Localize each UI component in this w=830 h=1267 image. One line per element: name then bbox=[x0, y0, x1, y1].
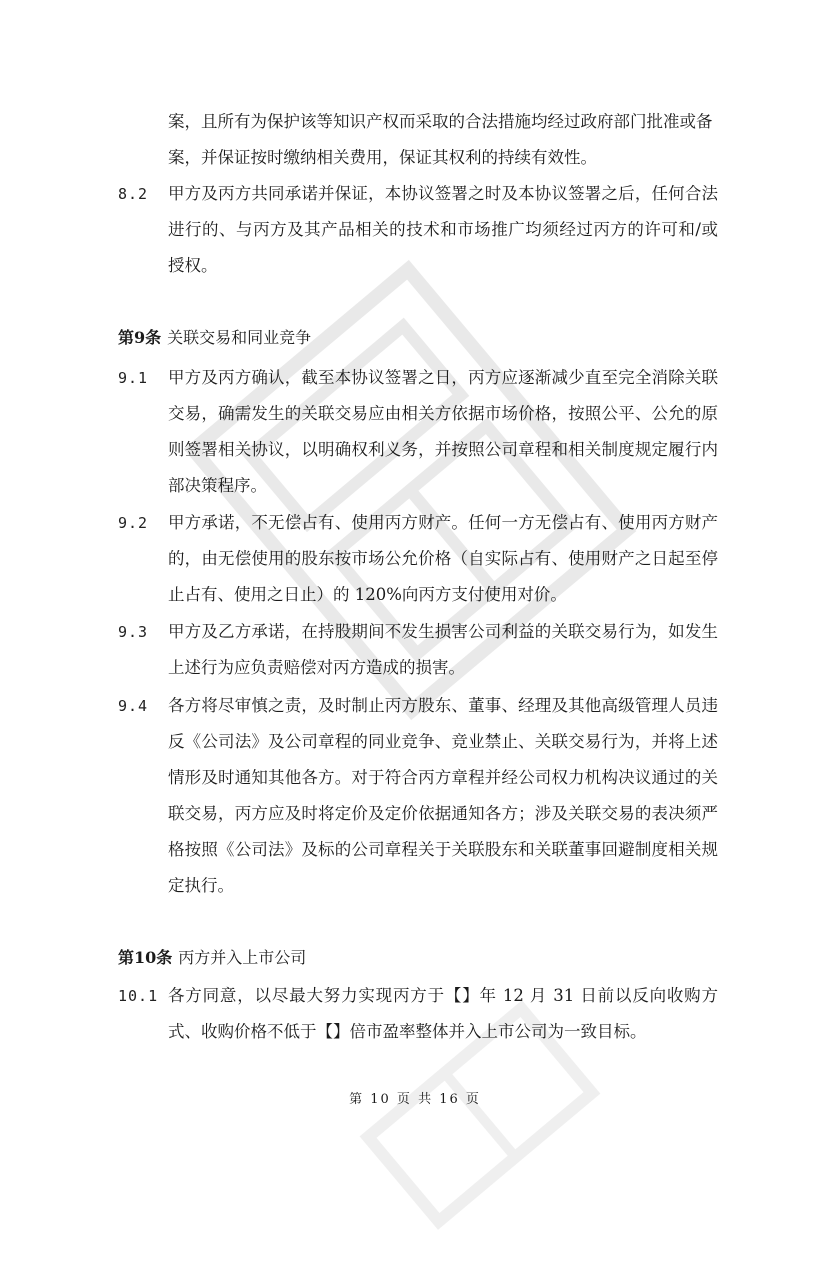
clause-number: 9.2 bbox=[118, 514, 149, 532]
page-footer: 第 10 页 共 16 页 bbox=[349, 1092, 481, 1107]
intro-line-2: 案，并保证按时缴纳相关费用，保证其权利的持续有效性。 bbox=[168, 148, 597, 167]
clause-9-3 bbox=[118, 614, 718, 686]
clause-9-1 bbox=[118, 360, 718, 504]
section-title: 丙方并入上市公司 bbox=[178, 948, 307, 967]
clause-9-2 bbox=[118, 505, 718, 613]
section-number: 第10条 bbox=[118, 948, 173, 967]
clause-8-2 bbox=[118, 176, 718, 284]
clause-9-4 bbox=[118, 688, 718, 904]
intro-line-1: 案，且所有为保护该等知识产权而采取的合法措施均经过政府部门批准或备 bbox=[168, 112, 713, 131]
clause-number: 8.2 bbox=[118, 185, 149, 203]
clause-number: 9.3 bbox=[118, 623, 149, 641]
clause-text: 甲方及乙方承诺，在持股期间不发生损害公司利益的关联交易行为，如发生上述行为应负责赔偿对丙方造成的损害。 bbox=[168, 622, 718, 677]
clause-text: 各方同意，以尽最大努力实现丙方于【】年 12 月 31 日前以反向收购方式、收购价格不低于【】倍市盈率整体并入上市公司为一致目标。 bbox=[168, 986, 718, 1041]
clause-text: 各方将尽审慎之责，及时制止丙方股东、董事、经理及其他高级管理人员违反《公司法》及公司章程的同业竞争、竞业禁止、关联交易行为，并将上述情形及时通知其他各方。对于符合丙方章程并经公司权力机构决议通过的关联交易，丙方应及时将定价及定价依据通知各方；涉及关联交易的表决须严格按照《公司法》及标的公司章程关于关联股东和关联董事回避制度相关规定执行。 bbox=[168, 696, 718, 895]
section-heading-10 bbox=[118, 944, 306, 972]
clause-text: 甲方及丙方确认，截至本协议签署之日，丙方应逐渐减少直至完全消除关联交易，确需发生的关联交易应由相关方依据市场价格，按照公平、公允的原则签署相关协议，以明确权利义务，并按照公司章程和相关制度规定履行内部决策程序。 bbox=[168, 368, 718, 495]
clause-10-1 bbox=[118, 978, 718, 1050]
intro-continuation bbox=[118, 104, 718, 176]
clause-text: 甲方承诺，不无偿占有、使用丙方财产。任何一方无偿占有、使用丙方财产的，由无偿使用的股东按市场公允价格（自实际占有、使用财产之日起至停止占有、使用之日止）的 120%向丙方支付使用对价。 bbox=[168, 513, 718, 604]
section-heading-9 bbox=[118, 324, 311, 352]
clause-number: 9.1 bbox=[118, 369, 149, 387]
clause-number: 10.1 bbox=[118, 987, 159, 1005]
clause-text: 甲方及丙方共同承诺并保证，本协议签署之时及本协议签署之后，任何合法进行的、与丙方及其产品相关的技术和市场推广均须经过丙方的许可和/或授权。 bbox=[168, 184, 718, 275]
section-number: 第9条 bbox=[118, 328, 162, 347]
clause-number: 9.4 bbox=[118, 697, 149, 715]
section-title: 关联交易和同业竞争 bbox=[167, 328, 312, 347]
